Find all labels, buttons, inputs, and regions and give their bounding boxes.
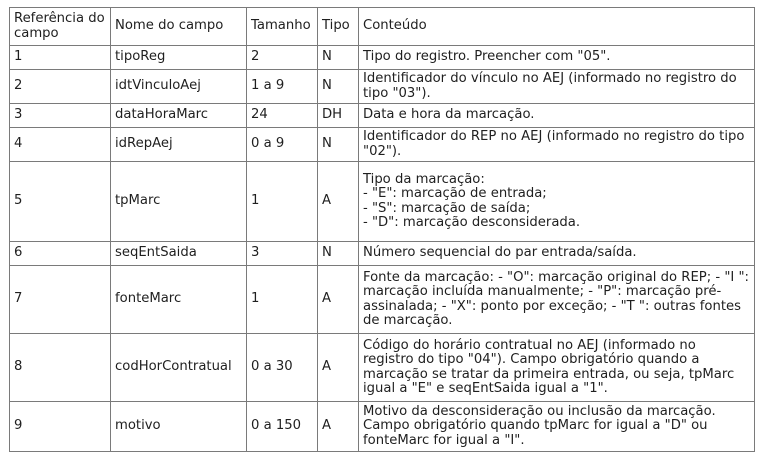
cell-tipo: N (318, 70, 359, 104)
table-row (10, 242, 755, 266)
cell-tipo: A (318, 266, 359, 334)
cell-nome: tipoReg (111, 46, 247, 70)
cell-nome: codHorContratual (111, 334, 247, 402)
cell-nome: dataHoraMarc (111, 104, 247, 128)
cell-nome: tpMarc (111, 162, 247, 242)
cell-tamanho: 24 (247, 104, 318, 128)
cell-tipo: A (318, 334, 359, 402)
header-nome: Nome do campo (111, 8, 247, 46)
cell-nome: idRepAej (111, 128, 247, 162)
cell-ref: 2 (10, 70, 111, 104)
cell-nome: fonteMarc (111, 266, 247, 334)
cell-nome: idtVinculoAej (111, 70, 247, 104)
cell-tipo: A (318, 402, 359, 452)
cell-conteudo: Data e hora da marcação. (359, 104, 755, 128)
cell-tamanho: 1 a 9 (247, 70, 318, 104)
cell-tamanho: 0 a 150 (247, 402, 318, 452)
header-tipo: Tipo (318, 8, 359, 46)
table-row (10, 266, 755, 334)
header-row (10, 8, 755, 46)
cell-tamanho: 1 (247, 162, 318, 242)
cell-tipo: A (318, 162, 359, 242)
fields-table (9, 7, 755, 452)
cell-tamanho: 0 a 30 (247, 334, 318, 402)
cell-ref: 8 (10, 334, 111, 402)
cell-conteudo: Código do horário contratual no AEJ (informado no registro do tipo "04"). Campo obrigatório quando a marcação se tratar da primeira entrada, ou seja, tpMarc igual a "E" e seqEntSaida igual a "1". (359, 334, 755, 402)
cell-conteudo: Número sequencial do par entrada/saída. (359, 242, 755, 266)
table-row (10, 334, 755, 402)
cell-conteudo: Motivo da desconsideração ou inclusão da marcação. Campo obrigatório quando tpMarc for igual a "D" ou fonteMarc for igual a "I". (359, 402, 755, 452)
table-row (10, 402, 755, 452)
table-row (10, 46, 755, 70)
header-ref: Referência do campo (10, 8, 111, 46)
cell-tamanho: 2 (247, 46, 318, 70)
cell-tamanho: 0 a 9 (247, 128, 318, 162)
cell-tipo: N (318, 46, 359, 70)
cell-tipo: N (318, 128, 359, 162)
cell-conteudo: Identificador do vínculo no AEJ (informado no registro do tipo "03"). (359, 70, 755, 104)
cell-ref: 6 (10, 242, 111, 266)
cell-tamanho: 3 (247, 242, 318, 266)
table-row (10, 104, 755, 128)
cell-tipo: N (318, 242, 359, 266)
table-row (10, 162, 755, 242)
cell-tipo: DH (318, 104, 359, 128)
header-tamanho: Tamanho (247, 8, 318, 46)
table-row (10, 70, 755, 104)
cell-ref: 3 (10, 104, 111, 128)
table-row (10, 128, 755, 162)
cell-conteudo: Tipo da marcação: - "E": marcação de entrada; - "S": marcação de saída; - "D": marcação desconsiderada. (359, 162, 755, 242)
cell-ref: 4 (10, 128, 111, 162)
cell-tamanho: 1 (247, 266, 318, 334)
cell-ref: 5 (10, 162, 111, 242)
cell-conteudo: Fonte da marcação: - "O": marcação original do REP; - "I ": marcação incluída manualmente; - "P": marcação pré-assinalada; - "X": ponto por exceção; - "T ": outras fontes de marcação. (359, 266, 755, 334)
cell-conteudo: Identificador do REP no AEJ (informado no registro do tipo "02"). (359, 128, 755, 162)
cell-conteudo: Tipo do registro. Preencher com "05". (359, 46, 755, 70)
cell-ref: 1 (10, 46, 111, 70)
cell-nome: motivo (111, 402, 247, 452)
cell-ref: 7 (10, 266, 111, 334)
cell-ref: 9 (10, 402, 111, 452)
header-conteudo: Conteúdo (359, 8, 755, 46)
cell-nome: seqEntSaida (111, 242, 247, 266)
